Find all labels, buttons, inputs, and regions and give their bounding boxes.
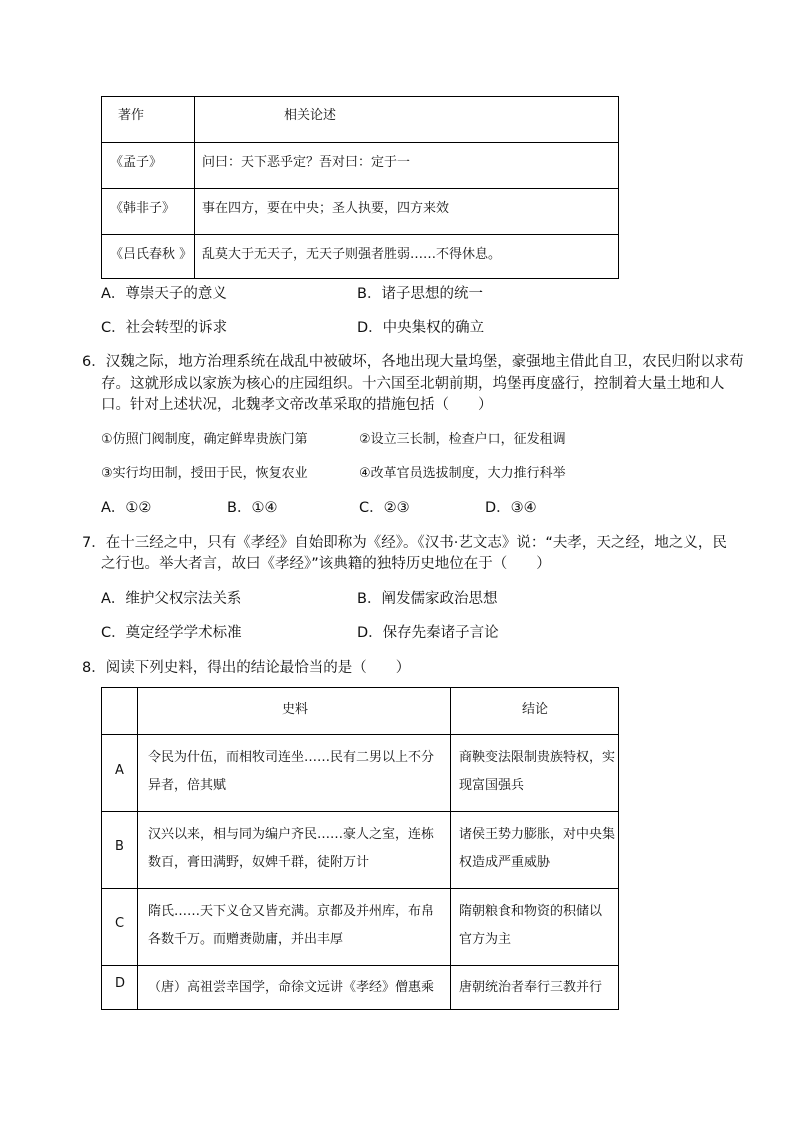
row-letter: B: [115, 839, 124, 854]
q7-stem-line: 之行也。举大者言，故曰《孝经》”该典籍的独特历史地位在于（ ）: [101, 556, 551, 572]
q6-option-b[interactable]: B．①④: [227, 500, 278, 516]
quotes-table: [101, 96, 619, 279]
row-letter: D: [115, 976, 126, 991]
table-divider: [102, 965, 618, 966]
table-divider: [102, 142, 618, 143]
q7-option-c[interactable]: C．奠定经学学术标准: [101, 625, 242, 641]
q6-item: ②设立三长制，检查户口，征发租调: [359, 432, 566, 447]
source-text: 令民为什伍，而相牧司连坐……民有二男以上不分: [148, 750, 435, 765]
table-divider: [137, 688, 138, 1009]
table-divider: [102, 811, 618, 812]
source-text: 各数千万。而赠赉勋庸，并出丰厚: [148, 932, 344, 947]
sources-table: [101, 687, 619, 1010]
q7-option-a[interactable]: A．维护父权宗法关系: [101, 591, 242, 607]
conclusion-text: 唐朝统治者奉行三教并行: [459, 980, 603, 995]
row-letter: C: [115, 916, 125, 931]
table-cell-quote: 乱莫大于无天子，无天子则强者胜弱……不得休息。: [202, 247, 502, 262]
conclusion-text: 诸侯王势力膨胀，对中央集: [459, 827, 616, 842]
conclusion-text: 官方为主: [459, 932, 512, 947]
source-text: 数百，膏田满野，奴婢千群，徒附万计: [148, 855, 370, 870]
conclusion-text: 商鞅变法限制贵族特权，实: [459, 750, 616, 765]
source-text: （唐）高祖尝幸国学，命徐文远讲《孝经》僧惠乘: [148, 980, 435, 995]
q5-option-c[interactable]: C．社会转型的诉求: [101, 320, 228, 336]
q6-item: ①仿照门阀制度，确定鲜卑贵族门第: [101, 432, 308, 447]
table-cell-work: 《孟子》: [110, 155, 163, 170]
table-header-conclusion: 结论: [522, 702, 549, 717]
conclusion-text: 隋朝粮食和物资的积储以: [459, 904, 603, 919]
table-divider: [102, 734, 618, 735]
table-header-work: 著作: [118, 108, 145, 123]
q6-stem-line: 存。这就形成以家族为核心的庄园组织。十六国至北朝前期，坞堡再度盛行，控制着大量土地和人: [101, 376, 725, 392]
q7-stem-line: 7．在十三经之中，只有《孝经》自始即称为《经》。《汉书·艺文志》说：“夫孝，天之经，地之义，民: [82, 535, 727, 551]
q6-option-a[interactable]: A．①②: [101, 500, 152, 516]
q5-option-d[interactable]: D．中央集权的确立: [357, 320, 485, 336]
row-letter: A: [115, 763, 124, 778]
table-divider: [102, 888, 618, 889]
q6-stem-line: 口。针对上述状况，北魏孝文帝改革采取的措施包括（ ）: [101, 397, 493, 413]
table-cell-quote: 问曰：天下恶乎定？吾对曰：定于一: [202, 155, 411, 170]
table-divider: [102, 234, 618, 235]
q8-stem: 8．阅读下列史料，得出的结论最恰当的是（ ）: [82, 660, 411, 676]
conclusion-text: 权造成严重威胁: [459, 855, 551, 870]
q7-option-b[interactable]: B．阐发儒家政治思想: [357, 591, 498, 607]
q5-option-a[interactable]: A．尊崇天子的意义: [101, 286, 227, 302]
q5-option-b[interactable]: B．诸子思想的统一: [357, 286, 483, 302]
source-text: 异者，倍其赋: [148, 778, 227, 793]
q6-option-c[interactable]: C．②③: [359, 500, 410, 516]
q6-option-d[interactable]: D．③④: [485, 500, 537, 516]
table-header-discussion: 相关论述: [284, 108, 337, 123]
q6-item: ④改革官员选拔制度，大力推行科举: [359, 466, 566, 481]
table-divider: [450, 688, 451, 1009]
table-cell-work: 《韩非子》: [110, 201, 176, 216]
table-cell-quote: 事在四方，要在中央；圣人执要，四方来效: [202, 201, 450, 216]
q6-item: ③实行均田制，授田于民，恢复农业: [101, 466, 308, 481]
q6-stem-line: 6．汉魏之际，地方治理系统在战乱中被破坏，各地出现大量坞堡，豪强地主借此自卫，农民归附以求苟: [82, 354, 744, 370]
table-cell-work: 《吕氏春秋 》: [110, 247, 193, 262]
source-text: 隋氏……天下义仓又皆充满。京都及并州库，布帛: [148, 904, 435, 919]
table-divider: [102, 188, 618, 189]
table-header-source: 史料: [282, 702, 309, 717]
conclusion-text: 现富国强兵: [459, 778, 525, 793]
q7-option-d[interactable]: D．保存先秦诸子言论: [357, 625, 499, 641]
source-text: 汉兴以来，相与同为编户齐民……豪人之室，连栋: [148, 827, 435, 842]
